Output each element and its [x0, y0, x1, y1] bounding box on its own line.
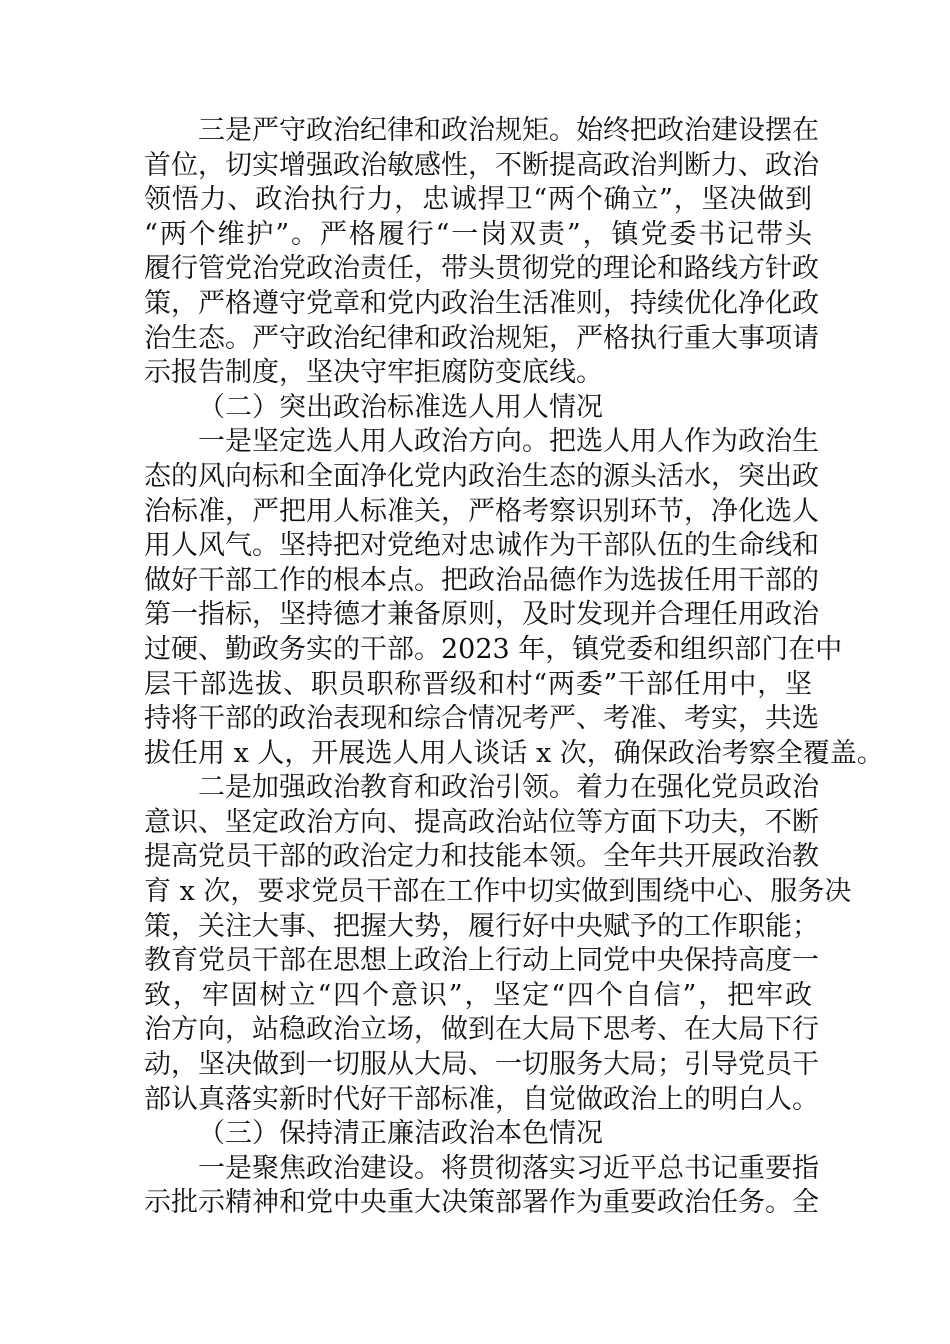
section-heading	[144, 1117, 812, 1152]
text-line: 策，关注大事、把握大势，履行好中央赋予的工作职能；	[144, 910, 819, 942]
text-line: 用人风气。坚持把对党绝对忠诚作为干部队伍的生命线和	[144, 530, 819, 562]
text-line: 治方向，站稳政治立场，做到在大局下思考、在大局下行	[144, 1014, 819, 1046]
text-line: 提高党员干部的政治定力和技能本领。全年共开展政治教	[144, 841, 819, 873]
document-body	[144, 114, 884, 1221]
text-line: 教育党员干部在思想上政治上行动上同党中央保持高度一	[144, 945, 819, 977]
heading-text: （二）突出政治标准选人用人情况	[198, 391, 603, 423]
text-line: 动，坚决做到一切服从大局、一切服务大局；引导党员干	[144, 1049, 819, 1081]
text-line: 第一指标，坚持德才兼备原则，及时发现并合理任用政治	[144, 599, 819, 631]
text-line: 策，严格遵守党章和党内政治生活准则，持续优化净化政	[144, 287, 819, 319]
text-line: 持将干部的政治表现和综合情况考严、考准、考实，共选	[144, 703, 819, 735]
paragraph	[144, 114, 819, 391]
text-line: 三是严守政治纪律和政治规矩。始终把政治建设摆在	[198, 115, 819, 146]
text-line: 二是加强政治教育和政治引领。着力在强化党员政治	[198, 772, 819, 804]
paragraph	[144, 1152, 819, 1221]
text-line: 领悟力、政治执行力，忠诚捍卫“两个确立”，坚决做到	[144, 184, 812, 216]
section-heading	[144, 391, 812, 426]
text-line: 一是聚焦政治建设。将贯彻落实习近平总书记重要指	[198, 1152, 819, 1184]
text-line: 育 x 次，要求党员干部在工作中切实做到围绕中心、服务决	[144, 876, 852, 908]
text-line: 过硬、勤政务实的干部。2023 年，镇党委和组织部门在中	[144, 633, 843, 665]
paragraph	[144, 771, 852, 1117]
text-line: 态的风向标和全面净化党内政治生态的源头活水，突出政	[144, 460, 819, 492]
text-line: 层干部选拔、职员职称晋级和村“两委”干部任用中，坚	[144, 668, 812, 700]
text-line: 部认真落实新时代好干部标准，自觉做政治上的明白人。	[144, 1083, 819, 1115]
text-line: 做好干部工作的根本点。把政治品德作为选拔任用干部的	[144, 564, 819, 596]
text-line: 治标准，严把用人标准关，严格考察识别环节，净化选人	[144, 495, 819, 527]
heading-text: （三）保持清正廉洁政治本色情况	[198, 1118, 603, 1150]
text-line: 拔任用 x 人，开展选人用人谈话 x 次，确保政治考察全覆盖。	[144, 737, 884, 769]
paragraph	[144, 425, 884, 771]
text-line: 一是坚定选人用人政治方向。把选人用人作为政治生	[198, 426, 819, 458]
text-line: 首位，切实增强政治敏感性，不断提高政治判断力、政治	[144, 149, 819, 181]
text-line: 示批示精神和党中央重大决策部署作为重要政治任务。全	[144, 1187, 819, 1219]
text-line: 治生态。严守政治纪律和政治规矩，严格执行重大事项请	[144, 322, 819, 354]
text-line: 示报告制度，坚决守牢拒腐防变底线。	[144, 357, 603, 389]
text-line: 致，牢固树立“四个意识”，坚定“四个自信”，把牢政	[144, 979, 812, 1011]
text-line: 履行管党治党政治责任，带头贯彻党的理论和路线方针政	[144, 253, 819, 285]
text-line: 意识、坚定政治方向、提高政治站位等方面下功夫，不断	[144, 806, 819, 838]
text-line: “两个维护”。严格履行“一岗双责”，镇党委书记带头	[144, 218, 812, 250]
